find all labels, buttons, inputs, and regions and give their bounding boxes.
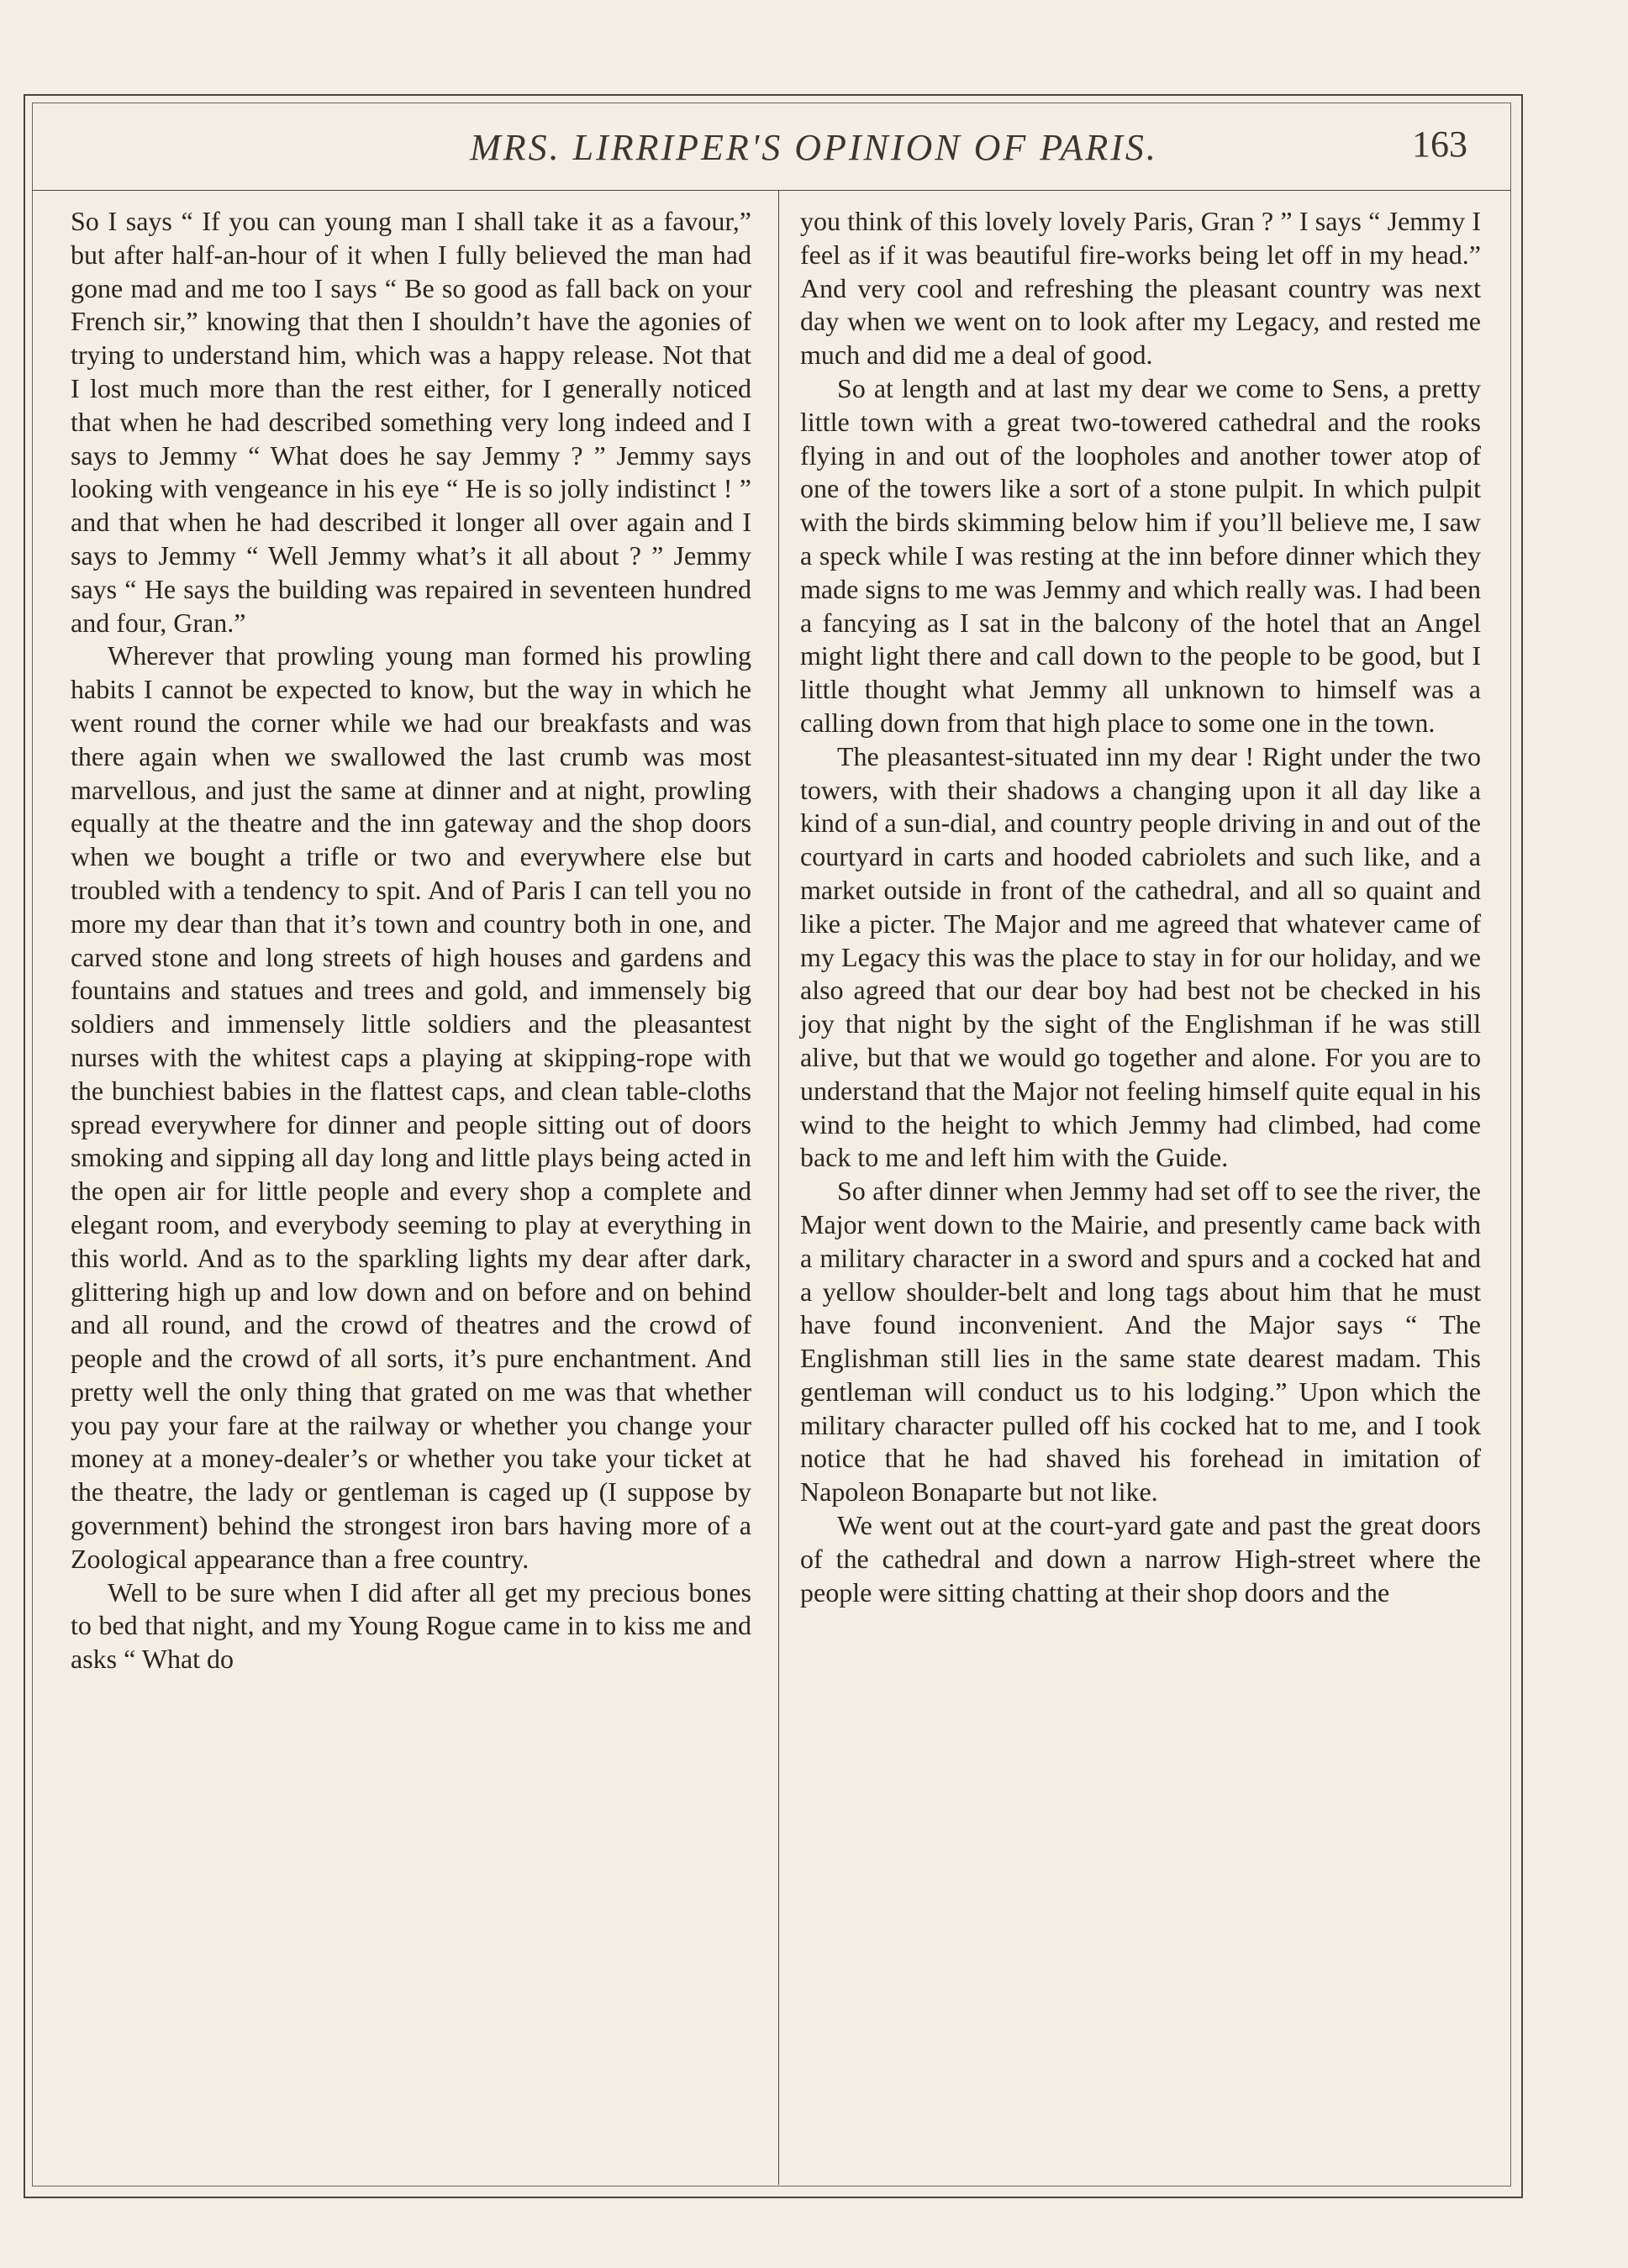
paragraph: The pleasantest-situated inn my dear ! Right under the two towers, with their shadows a changing upon it all day like a kind of a sun-dial, and country people driving in and out of the courtyard in carts and hooded cabriolets and such like, and a market outside in front of the cathedral, and all so quaint and like a picter. The Major and me agreed that whatever came of my Legacy this was the place to stay in for our holiday, and we also agreed that our dear boy had best not be checked in his joy that night by the sight of the Englishman if he was still alive, but that we would go together and alone. For you are to understand that the Major not feeling himself quite equal in his wind to the height to which Jemmy had climbed, had come back to me and left him with the Guide.: [800, 740, 1481, 1173]
paragraph: Well to be sure when I did after all get my precious bones to bed that night, and my Young Rogue came in to kiss me and asks “ What do: [71, 1576, 751, 1675]
page-number: 163: [1412, 124, 1467, 165]
left-column: [71, 205, 751, 1676]
paragraph: you think of this lovely lovely Paris, Gran ? ” I says “ Jemmy I feel as if it was beautiful fire-works being let off in my head.” And very cool and refreshing the pleasant country was next day when we went on to look after my Legacy, and rested me much and did me a deal of good.: [800, 206, 1481, 371]
paragraph: Wherever that prowling young man formed his prowling habits I cannot be expected to know, but the way in which he went round the corner while we had our breakfasts and was there again when we swallowed the last crumb was most marvellous, and just the same at dinner and at night, prowling equally at the theatre and the inn gateway and the shop doors when we bought a trifle or two and everywhere else but troubled with a tendency to spit. And of Paris I can tell you no more my dear than that it’s town and country both in one, and carved stone and long streets of high houses and gardens and fountains and statues and trees and gold, and immensely big soldiers and immensely little soldiers and the pleasantest nurses with the whitest caps a playing at skipping-rope with the bunchiest babies in the flattest caps, and clean table-cloths spread everywhere for dinner and people sitting out of doors smoking and sipping all day long and little plays being acted in the open air for little people and every shop a complete and elegant room, and everybody seeming to play at everything in this world. And as to the sparkling lights my dear after dark, glittering high up and low down and on before and on behind and all round, and the crowd of theatres and the crowd of people and the crowd of all sorts, it’s pure enchantment. And pretty well the only thing that grated on me was that whether you pay your fare at the railway or whether you change your money at a money-dealer’s or whether you take your ticket at the theatre, the lady or gentleman is caged up (I suppose by government) behind the strongest iron bars having more of a Zoological appearance than a free country.: [71, 640, 751, 1574]
header-rule: [32, 190, 1511, 191]
running-title: MRS. LIRRIPER'S OPINION OF PARIS.: [470, 127, 1158, 168]
paragraph: We went out at the court-yard gate and past the great doors of the cathedral and down a narrow High-street where the people were sitting chatting at their shop doors and the: [800, 1510, 1481, 1608]
paragraph: So at length and at last my dear we come to Sens, a pretty little town with a great two-towered cathedral and the rooks flying in and out of the loopholes and another tower atop of one of the towers like a sort of a stone pulpit. In which pulpit with the birds skimming below him if you’ll believe me, I saw a speck while I was resting at the inn before dinner which they made signs to me was Jemmy and which really was. I had been a fancying as I sat in the balcony of the hotel that an Angel might light there and call down to the people to be good, but I little thought what Jemmy all unknown to himself was a calling down from that high place to some one in the town.: [800, 372, 1481, 738]
paragraph: So I says “ If you can young man I shall take it as a favour,” but after half-an-hour of it when I fully believed the man had gone mad and me too I says “ Be so good as fall back on your French sir,” knowing that then I shouldn’t have the agonies of trying to understand him, which was a happy release. Not that I lost much more than the rest either, for I generally noticed that when he had described something very long indeed and I says to Jemmy “ What does he say Jemmy ? ” Jemmy says looking with vengeance in his eye “ He is so jolly indistinct ! ” and that when he had described it longer all over again and I says to Jemmy “ Well Jemmy what’s it all about ? ” Jemmy says “ He says the building was repaired in seventeen hundred and four, Gran.”: [71, 206, 751, 638]
column-divider: [778, 190, 779, 2185]
paragraph: So after dinner when Jemmy had set off to see the river, the Major went down to the Mairie, and presently came back with a military character in a sword and spurs and a cocked hat and a yellow shoulder-belt and long tags about him that he must have found inconvenient. And the Major says “ The Englishman still lies in the same state dearest madam. This gentleman will conduct us to his lodging.” Upon which the military character pulled off his cocked hat to me, and I took notice that he had shaved his forehead in imitation of Napoleon Bonaparte but not like.: [800, 1176, 1481, 1508]
right-column: [800, 205, 1481, 1609]
